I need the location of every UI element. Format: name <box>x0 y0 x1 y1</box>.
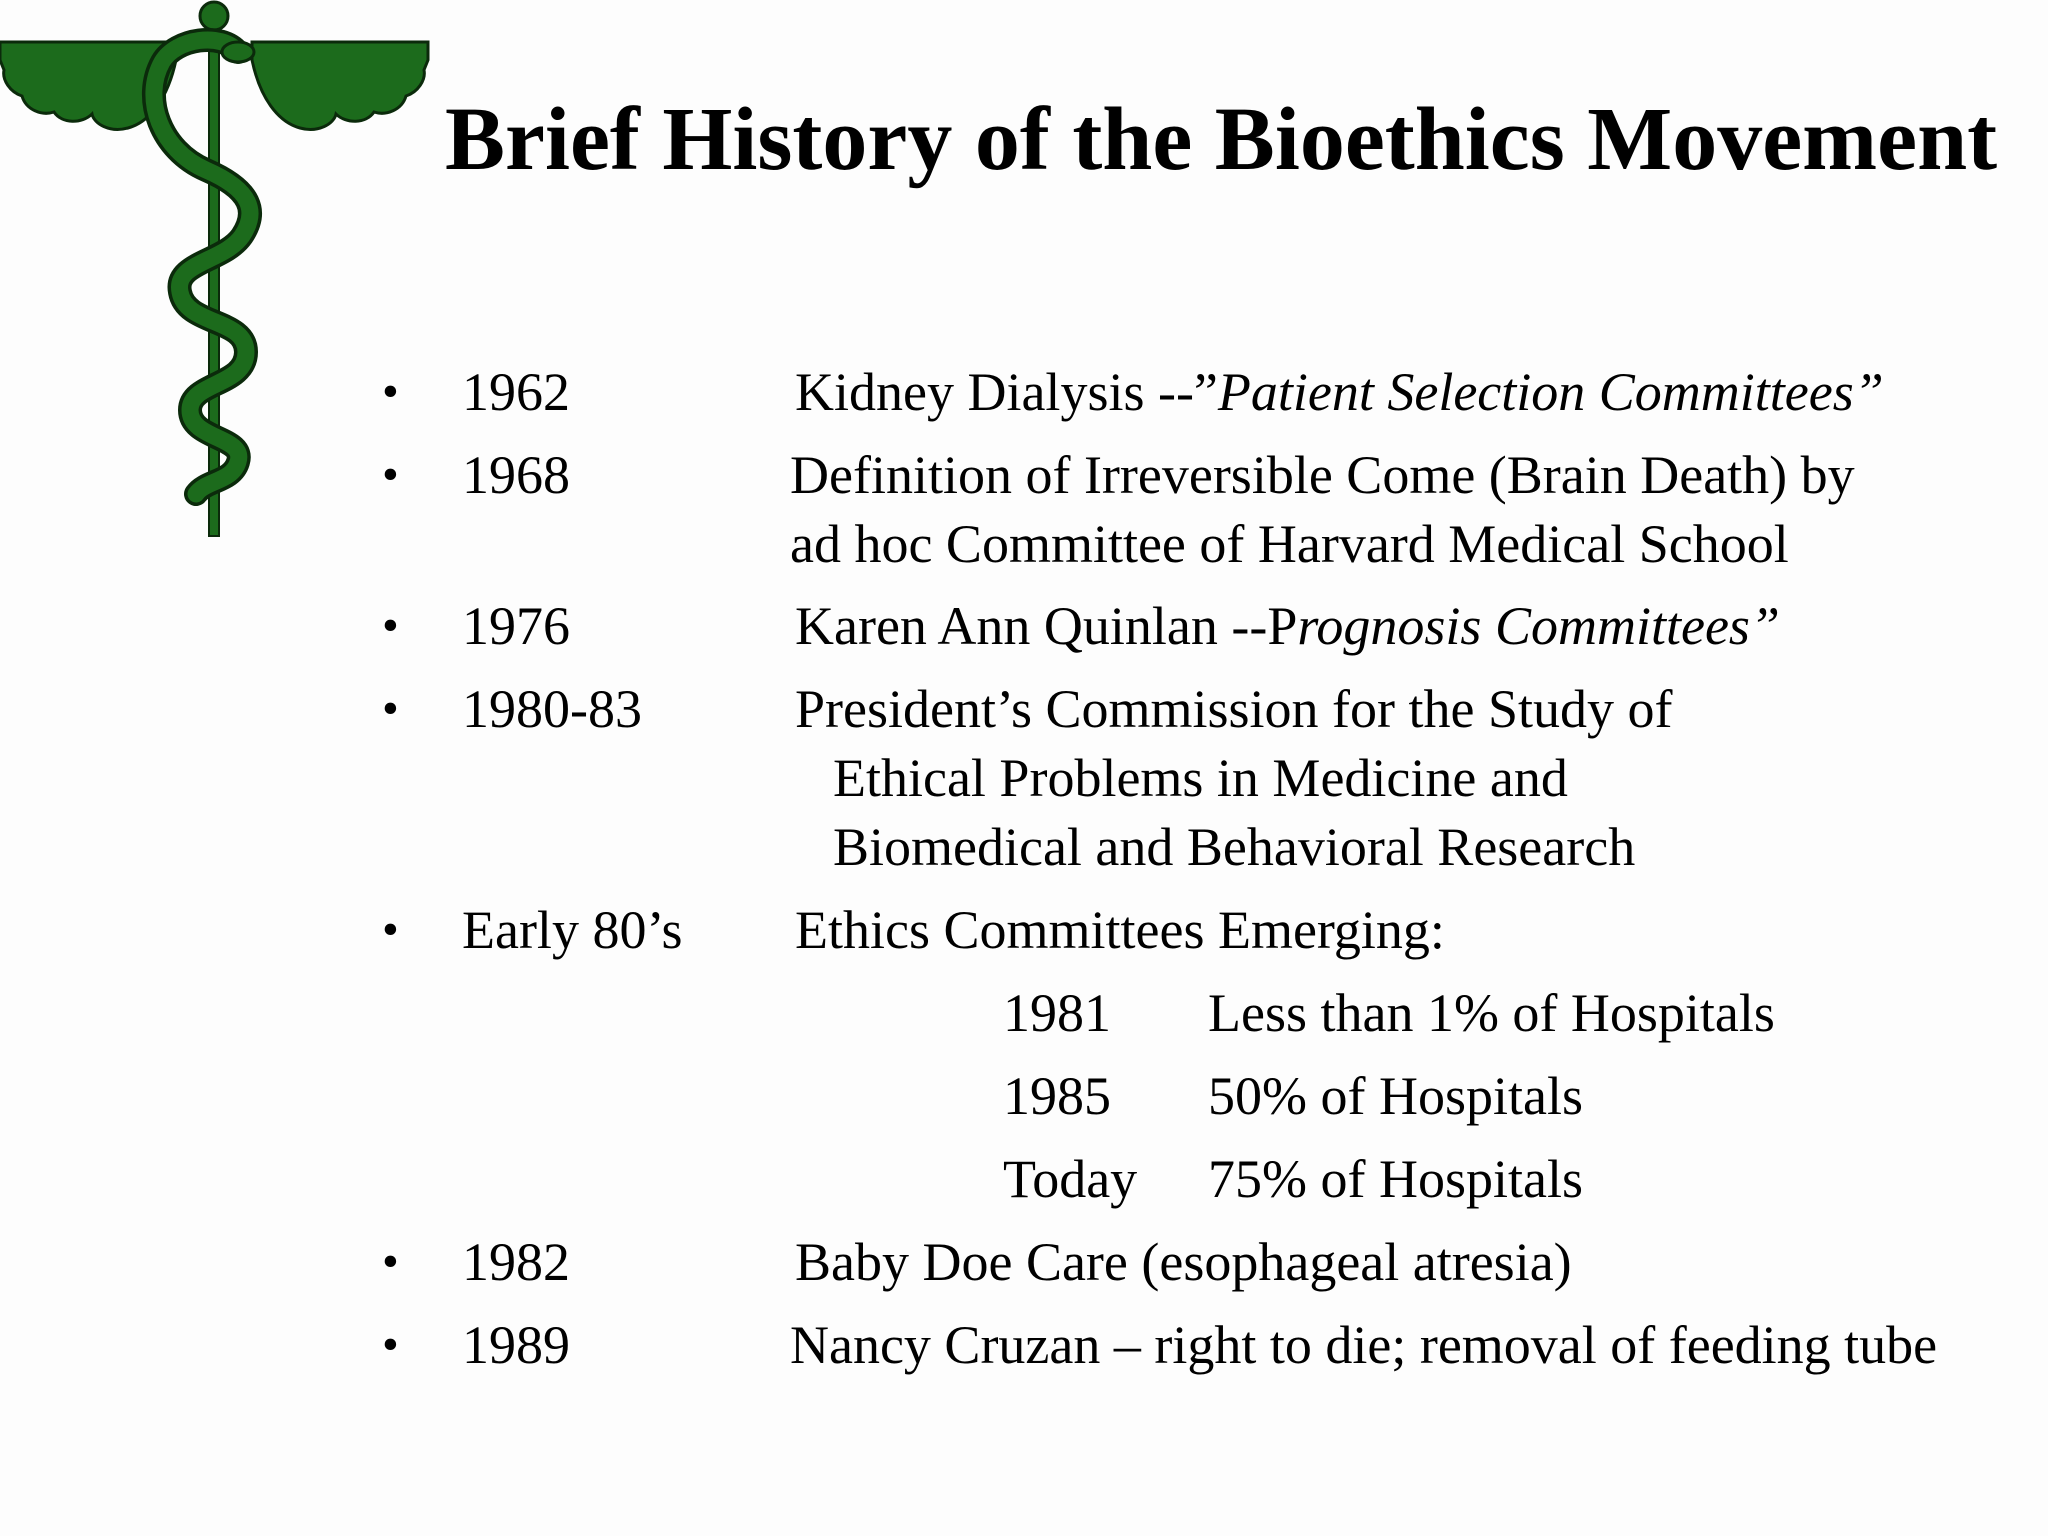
slide-title: Brief History of the Bioethics Movement <box>445 90 1998 189</box>
bullet-icon: • <box>382 448 399 501</box>
bullet-icon: • <box>382 1318 399 1371</box>
bullet-icon: • <box>382 599 399 652</box>
item-year: Early 80’s <box>462 900 683 960</box>
bullet-icon: • <box>382 1235 399 1288</box>
item-description: Definition of Irreversible Come (Brain Death) by <box>790 445 1855 505</box>
item-description: Ethical Problems in Medicine and <box>833 748 1568 808</box>
stat-year: Today <box>1003 1149 1138 1209</box>
item-year: 1982 <box>462 1232 570 1292</box>
item-description: Biomedical and Behavioral Research <box>833 817 1636 877</box>
stat-value: 75% of Hospitals <box>1208 1149 1583 1209</box>
item-description: President’s Commission for the Study of <box>795 679 1673 739</box>
item-description: Kidney Dialysis --”Patient Selection Committees” <box>795 362 1884 422</box>
item-year: 1989 <box>462 1315 570 1375</box>
stat-value: Less than 1% of Hospitals <box>1208 983 1775 1043</box>
item-year: 1976 <box>462 596 570 656</box>
item-year: 1968 <box>462 445 570 505</box>
bullet-icon: • <box>382 682 399 735</box>
item-description: ad hoc Committee of Harvard Medical School <box>790 514 1789 574</box>
stat-year: 1985 <box>1003 1066 1111 1126</box>
item-description: Karen Ann Quinlan --Prognosis Committees” <box>795 596 1780 656</box>
item-description: Baby Doe Care (esophageal atresia) <box>795 1232 1572 1292</box>
item-description: Nancy Cruzan – right to die; removal of feeding tube <box>790 1315 1938 1375</box>
item-year: 1980-83 <box>462 679 642 739</box>
item-year: 1962 <box>462 362 570 422</box>
bullet-icon: • <box>382 365 399 418</box>
item-description: Ethics Committees Emerging: <box>795 900 1445 960</box>
stat-year: 1981 <box>1003 983 1111 1043</box>
caduceus-icon <box>0 0 440 545</box>
bullet-icon: • <box>382 903 399 956</box>
stat-value: 50% of Hospitals <box>1208 1066 1583 1126</box>
